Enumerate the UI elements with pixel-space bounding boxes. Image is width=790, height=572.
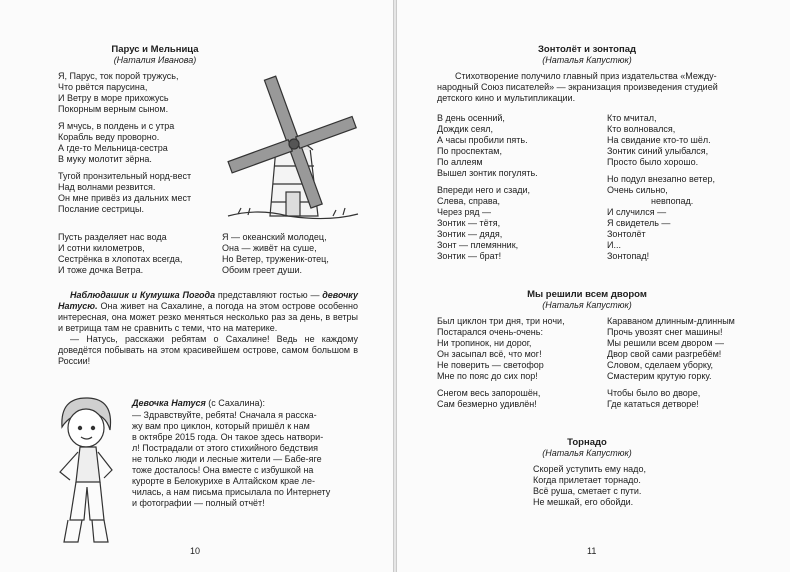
poem-line: Я — океанский молодец, [222, 232, 327, 242]
intro-text [58, 290, 358, 334]
text-line: не только люди и лесные жители — Бабе-яге [132, 454, 322, 464]
poem-line: Зонтик — брат! [437, 251, 502, 261]
poem-line: Прочь увозят снег машины! [607, 327, 723, 337]
girl-icon [40, 392, 130, 552]
natusya-text [132, 410, 330, 509]
poem-line: Над волнами резвится. [58, 182, 156, 192]
text-line: — Здравствуйте, ребята! Сначала я расска- [132, 410, 317, 420]
text-line: курорте в Белокурихе в Алтайском крае ле- [132, 476, 315, 486]
poem-line: Сам безмерно удивлён! [437, 399, 537, 409]
poem-line: Сестрёнка в хлопотах всегда, [58, 254, 183, 264]
dvor-col-left [437, 316, 565, 410]
intro-text-part: представляют гостью — [215, 290, 323, 300]
zontolet-col-left [437, 113, 538, 262]
poem-title-zontolet: Зонтолёт и зонтопад [537, 44, 637, 55]
poem-line: Постарался очень-очень: [437, 327, 543, 337]
poem-line: Но Ветер, труженик-отец, [222, 254, 329, 264]
poem-line: Тугой пронзительный норд-вест [58, 171, 192, 181]
poem-line: Вышел зонтик погулять. [437, 168, 538, 178]
poem-title-tornado: Торнадо [567, 437, 607, 448]
text-line: тоже досталось! Она вместе с избушкой на [132, 465, 314, 475]
poem-author-dvor: (Наталья Капустюк) [542, 300, 632, 310]
intro-paragraph [58, 290, 358, 367]
poem-line: Двор свой сами разгребём! [607, 349, 722, 359]
intro-guest: девочку Натусю. [58, 290, 358, 311]
poem-line: Смастерим крутую горку. [607, 371, 712, 381]
text-line: Стихотворение получило главный приз издательства «Между- [455, 71, 717, 81]
poem-author-tornado: (Наталья Капустюк) [542, 448, 632, 458]
poem-line: На свидание кто-то шёл. [607, 135, 711, 145]
poem-line: Зонтик синий улыбался, [607, 146, 709, 156]
poem-line: Я мчусь, в полдень и с утра [58, 121, 175, 131]
intro-text-part: Она живет на Сахалине, а погода на этом острове особенно интересная, она может резко меняться несколько раз за день, в ветры и ветрища там не сравнить с теми, что на материке. [58, 301, 358, 333]
poem-line: Зонтопад! [607, 251, 650, 261]
text-line: жу вам про циклон, который пришёл к нам [132, 421, 310, 431]
text-line: л! Пострадали от этого стихийного бедствия [132, 443, 319, 453]
poem-parus-stanza4-right [222, 232, 329, 276]
poem-line: Он мне привёз из дальних мест [58, 193, 192, 203]
poem-line: А где-то Мельница-сестра [58, 143, 168, 153]
dvor-col-right [607, 316, 735, 410]
poem-line: Просто было хорошо. [607, 157, 699, 167]
intro-question: — Натусь, расскажи ребятам о Сахалине! Ведь не каждому доведётся побывать на этом красивейшем острове, самом большом в России! [58, 334, 358, 366]
page-number-right: 11 [587, 546, 597, 556]
poem-line: Зонтолёт [607, 229, 646, 239]
poem-line: Снегом весь запорошён, [437, 388, 541, 398]
poem-line: Слева, справа, [437, 196, 501, 206]
natusya-label-suffix: (с Сахалина): [205, 398, 266, 408]
poem-author-zontolet: (Наталья Капустюк) [542, 55, 632, 65]
poem-line: Через ряд — [437, 207, 491, 217]
text-line: народный Союз писателей» — экранизация произведения студией [437, 82, 718, 92]
poem-line: Обоим греет души. [222, 265, 302, 275]
poem-line: Мы решили всем двором — [607, 338, 725, 348]
poem-line: Очень сильно, [607, 185, 668, 195]
natusya-label: Девочка Натуся [132, 398, 206, 408]
poem-line: Кто волновался, [607, 124, 676, 134]
zontolet-intro [437, 71, 718, 104]
poem-line: Он засыпал всё, что мог! [437, 349, 542, 359]
poem-line: Был циклон три дня, три ночи, [437, 316, 565, 326]
poem-line: А часы пробили пять. [437, 135, 528, 145]
poem-line: В день осенний, [437, 113, 505, 123]
intro-names: Наблюдашик и Кумушка Погода [70, 290, 216, 300]
poem-line: И Ветру в море прихожусь [58, 93, 169, 103]
poem-parus-stanzas [58, 71, 191, 215]
poem-line: Но подул внезапно ветер, [607, 174, 715, 184]
tornado-lines [533, 464, 646, 508]
poem-line: Я свидетель — [607, 218, 671, 228]
text-line: в октябре 2015 года. Он такое здесь натвори- [132, 432, 324, 442]
right-page [397, 0, 790, 572]
poem-line: Корабль веду проворно. [58, 132, 160, 142]
text-line: чилась, а нам письма присылала по Интернету [132, 487, 331, 497]
poem-line: По аллеям [437, 157, 483, 167]
poem-line: Ни тропинок, ни дорог, [437, 338, 532, 348]
poem-author-parus: (Наталия Иванова) [113, 55, 197, 65]
poem-line: В муку молотит зёрна. [58, 154, 152, 164]
poem-line: Пусть разделяет нас вода [58, 232, 167, 242]
poem-line: Чтобы было во дворе, [607, 388, 701, 398]
poem-line: Послание сестрицы. [58, 204, 145, 214]
poem-line: невпопад. [651, 196, 694, 206]
poem-line: Я, Парус, ток порой тружусь, [58, 71, 179, 81]
poem-parus-stanza4-left [58, 232, 182, 276]
poem-line: Дождик сеял, [437, 124, 493, 134]
poem-line: Кто мчитал, [607, 113, 657, 123]
natusya-label-line [132, 398, 265, 409]
text-line: и фотографии — полный отчёт! [132, 498, 265, 508]
poem-line: Всё руша, сметает с пути. [533, 486, 642, 496]
poem-line: И... [607, 240, 621, 250]
poem-line: Скорей уступить ему надо, [533, 464, 646, 474]
left-page [0, 0, 393, 572]
poem-line: Зонтик — тётя, [437, 218, 501, 228]
text-line: детского кино и мультипликации. [437, 93, 576, 103]
poem-line: И сотни километров, [58, 243, 145, 253]
poem-line: Словом, сделаем уборку, [607, 360, 714, 370]
poem-line: И случился — [607, 207, 667, 217]
poem-title-parus: Парус и Мельница [111, 44, 199, 55]
poem-title-dvor: Мы решили всем двором [527, 289, 647, 300]
poem-line: По проспектам, [437, 146, 502, 156]
poem-line: Караваном длинным-длинным [607, 316, 735, 326]
poem-line: Зонт — племянник, [437, 240, 519, 250]
poem-line: Покорным верным сыном. [58, 104, 169, 114]
poem-line: Мне по пояс до сих пор! [437, 371, 538, 381]
poem-line: Не мешкай, его обойди. [533, 497, 634, 507]
poem-line: Зонтик — дядя, [437, 229, 503, 239]
page-number-left: 10 [190, 546, 201, 556]
poem-line: Впереди него и сзади, [437, 185, 530, 195]
windmill-icon [218, 66, 363, 221]
poem-line: И тоже дочка Ветра. [58, 265, 144, 275]
zontolet-col-right [607, 113, 715, 262]
poem-line: Где кататься детворе! [607, 399, 699, 409]
poem-line: Не поверить — светофор [437, 360, 544, 370]
poem-line: Когда прилетает торнадо. [533, 475, 641, 485]
poem-line: Что рвётся парусина, [58, 82, 148, 92]
poem-line: Она — живёт на суше, [222, 243, 317, 253]
